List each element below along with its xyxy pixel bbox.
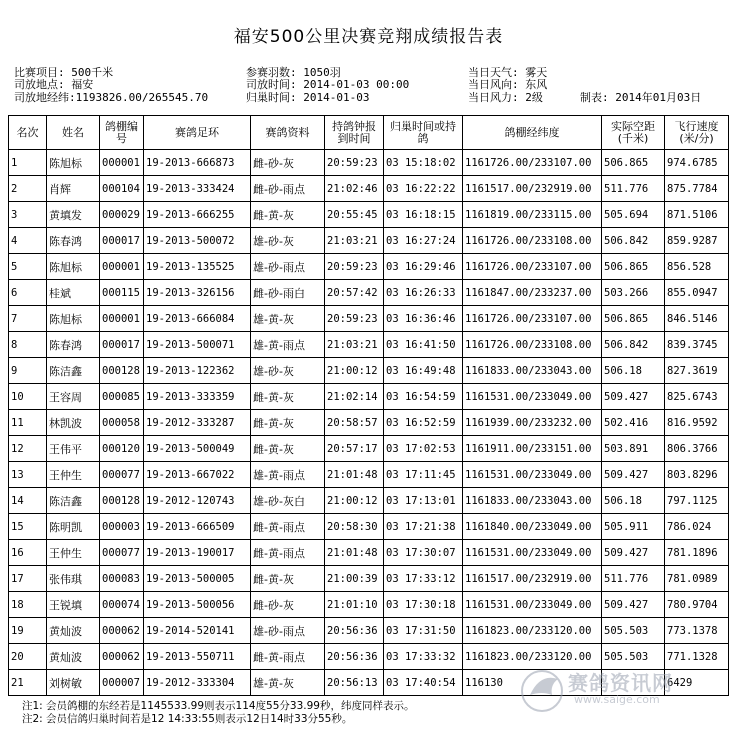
table-row xyxy=(9,332,729,358)
cell-distance: 503.891 xyxy=(602,436,665,462)
cell-ring: 19-2013-666084 xyxy=(144,306,251,332)
footnotes xyxy=(22,700,414,726)
cell-speed: 846.5146 xyxy=(665,306,729,332)
table-row xyxy=(9,306,729,332)
header-rank: 名次 xyxy=(9,116,47,150)
cell-name: 林凯波 xyxy=(47,410,100,436)
cell-ring: 19-2013-666873 xyxy=(144,150,251,176)
cell-clock-time: 21:03:21 xyxy=(325,332,384,358)
header-loft-id: 鸽棚编号 xyxy=(100,116,144,150)
table-row xyxy=(9,150,729,176)
table-row xyxy=(9,228,729,254)
cell-loft-id: 000074 xyxy=(100,592,144,618)
cell-speed: 816.9592 xyxy=(665,410,729,436)
cell-rank: 12 xyxy=(9,436,47,462)
cell-return-time: 03 16:29:46 xyxy=(384,254,463,280)
cell-rank: 13 xyxy=(9,462,47,488)
cell-speed: 855.0947 xyxy=(665,280,729,306)
cell-clock-time: 21:03:21 xyxy=(325,228,384,254)
cell-loft-id: 000003 xyxy=(100,514,144,540)
cell-rank: 11 xyxy=(9,410,47,436)
cell-return-time: 03 17:30:18 xyxy=(384,592,463,618)
cell-name: 王仲生 xyxy=(47,540,100,566)
cell-ring: 19-2013-500056 xyxy=(144,592,251,618)
cell-return-time: 03 17:33:32 xyxy=(384,644,463,670)
cell-ring: 19-2013-500049 xyxy=(144,436,251,462)
header-bird-info: 赛鸽资料 xyxy=(251,116,325,150)
cell-loft-id: 000083 xyxy=(100,566,144,592)
cell-clock-time: 20:55:45 xyxy=(325,202,384,228)
cell-loft-id: 000104 xyxy=(100,176,144,202)
cell-speed: 6429 xyxy=(665,670,729,696)
cell-distance: 509.427 xyxy=(602,592,665,618)
cell-rank: 4 xyxy=(9,228,47,254)
cell-speed: 773.1378 xyxy=(665,618,729,644)
cell-loft-id: 000128 xyxy=(100,488,144,514)
cell-rank: 21 xyxy=(9,670,47,696)
cell-loft-id: 000001 xyxy=(100,254,144,280)
table-row xyxy=(9,202,729,228)
cell-loft-id: 000001 xyxy=(100,150,144,176)
cell-coords: 1161726.00/233108.00 xyxy=(463,332,602,358)
cell-speed: 797.1125 xyxy=(665,488,729,514)
header-distance: 实际空距(千米) xyxy=(602,116,665,150)
cell-distance: 506.865 xyxy=(602,254,665,280)
cell-bird-info: 雌-黄-雨点 xyxy=(251,540,325,566)
cell-coords: 1161517.00/232919.00 xyxy=(463,566,602,592)
cell-distance: 506.842 xyxy=(602,332,665,358)
header-clock-time: 持鸽钟报到时间 xyxy=(325,116,384,150)
cell-bird-info: 雄-黄-雨点 xyxy=(251,462,325,488)
cell-bird-info: 雌-砂-雨白 xyxy=(251,280,325,306)
cell-name: 黄灿波 xyxy=(47,618,100,644)
cell-rank: 1 xyxy=(9,150,47,176)
cell-rank: 9 xyxy=(9,358,47,384)
cell-distance: 509.427 xyxy=(602,540,665,566)
cell-return-time: 03 17:13:01 xyxy=(384,488,463,514)
cell-rank: 17 xyxy=(9,566,47,592)
cell-loft-id: 000058 xyxy=(100,410,144,436)
cell-bird-info: 雌-黄-雨点 xyxy=(251,644,325,670)
cell-rank: 20 xyxy=(9,644,47,670)
cell-ring: 19-2013-666255 xyxy=(144,202,251,228)
cell-return-time: 03 17:31:50 xyxy=(384,618,463,644)
cell-clock-time: 20:59:23 xyxy=(325,150,384,176)
cell-name: 张伟琪 xyxy=(47,566,100,592)
cell-loft-id: 000115 xyxy=(100,280,144,306)
cell-bird-info: 雄-砂-雨点 xyxy=(251,254,325,280)
cell-ring: 19-2013-500072 xyxy=(144,228,251,254)
cell-speed: 781.1896 xyxy=(665,540,729,566)
table-row xyxy=(9,488,729,514)
cell-bird-info: 雄-黄-雨点 xyxy=(251,332,325,358)
cell-rank: 14 xyxy=(9,488,47,514)
cell-coords: 1161823.00/233120.00 xyxy=(463,644,602,670)
cell-return-time: 03 17:11:45 xyxy=(384,462,463,488)
cell-loft-id: 000062 xyxy=(100,644,144,670)
meta-wind-force: 当日风力: 2级 xyxy=(468,91,543,104)
cell-ring: 19-2013-326156 xyxy=(144,280,251,306)
header-return-time: 归巢时间或持鸽 xyxy=(384,116,463,150)
cell-speed: 827.3619 xyxy=(665,358,729,384)
cell-clock-time: 20:58:30 xyxy=(325,514,384,540)
cell-coords: 1161819.00/233115.00 xyxy=(463,202,602,228)
cell-distance: 509.427 xyxy=(602,462,665,488)
meta-weather: 当日天气: 雾天 xyxy=(468,66,548,79)
cell-bird-info: 雄-砂-灰 xyxy=(251,358,325,384)
cell-distance: 506.18 xyxy=(602,488,665,514)
cell-coords: 116130 xyxy=(463,670,602,696)
cell-name: 陈明凯 xyxy=(47,514,100,540)
cell-coords: 1161531.00/233049.00 xyxy=(463,462,602,488)
cell-return-time: 03 17:40:54 xyxy=(384,670,463,696)
cell-bird-info: 雄-砂-灰 xyxy=(251,228,325,254)
cell-return-time: 03 16:36:46 xyxy=(384,306,463,332)
cell-ring: 19-2013-135525 xyxy=(144,254,251,280)
cell-return-time: 03 16:41:50 xyxy=(384,332,463,358)
cell-speed: 856.528 xyxy=(665,254,729,280)
cell-ring: 19-2012-333287 xyxy=(144,410,251,436)
cell-clock-time: 20:56:36 xyxy=(325,618,384,644)
cell-clock-time: 20:58:57 xyxy=(325,410,384,436)
cell-speed: 771.1328 xyxy=(665,644,729,670)
cell-return-time: 03 16:49:48 xyxy=(384,358,463,384)
cell-clock-time: 20:56:36 xyxy=(325,644,384,670)
cell-distance: 502.416 xyxy=(602,410,665,436)
cell-clock-time: 21:02:46 xyxy=(325,176,384,202)
cell-distance: 511.776 xyxy=(602,566,665,592)
cell-coords: 1161833.00/233043.00 xyxy=(463,488,602,514)
cell-speed: 871.5106 xyxy=(665,202,729,228)
site-watermark xyxy=(520,665,720,715)
cell-loft-id: 000077 xyxy=(100,540,144,566)
cell-bird-info: 雌-砂-灰 xyxy=(251,150,325,176)
cell-ring: 19-2012-333304 xyxy=(144,670,251,696)
cell-return-time: 03 17:02:53 xyxy=(384,436,463,462)
results-table xyxy=(8,115,729,696)
cell-return-time: 03 16:54:59 xyxy=(384,384,463,410)
cell-rank: 6 xyxy=(9,280,47,306)
cell-clock-time: 21:00:12 xyxy=(325,358,384,384)
cell-name: 陈洁鑫 xyxy=(47,358,100,384)
meta-project: 比赛项目: 500千米 xyxy=(14,66,114,79)
cell-coords: 1161531.00/233049.00 xyxy=(463,592,602,618)
cell-name: 刘树敏 xyxy=(47,670,100,696)
cell-name: 陈春鸿 xyxy=(47,332,100,358)
cell-bird-info: 雌-黄-灰 xyxy=(251,384,325,410)
cell-speed: 806.3766 xyxy=(665,436,729,462)
cell-distance: 503.266 xyxy=(602,280,665,306)
pigeon-logo-icon xyxy=(520,665,570,715)
cell-clock-time: 21:02:14 xyxy=(325,384,384,410)
cell-loft-id: 000120 xyxy=(100,436,144,462)
cell-rank: 18 xyxy=(9,592,47,618)
cell-rank: 16 xyxy=(9,540,47,566)
cell-clock-time: 21:01:48 xyxy=(325,462,384,488)
cell-return-time: 03 16:52:59 xyxy=(384,410,463,436)
cell-rank: 10 xyxy=(9,384,47,410)
cell-clock-time: 21:00:39 xyxy=(325,566,384,592)
meta-made-date: 制表: 2014年01月03日 xyxy=(580,91,702,104)
cell-rank: 2 xyxy=(9,176,47,202)
cell-distance: 505.503 xyxy=(602,644,665,670)
cell-clock-time: 21:01:48 xyxy=(325,540,384,566)
cell-return-time: 03 16:27:24 xyxy=(384,228,463,254)
table-row xyxy=(9,358,729,384)
cell-name: 王容周 xyxy=(47,384,100,410)
cell-bird-info: 雌-黄-灰 xyxy=(251,410,325,436)
cell-distance: 506.865 xyxy=(602,150,665,176)
meta-release-time: 司放时间: 2014-01-03 00:00 xyxy=(246,78,410,91)
cell-coords: 1161726.00/233107.00 xyxy=(463,150,602,176)
cell-speed: 839.3745 xyxy=(665,332,729,358)
cell-name: 陈旭标 xyxy=(47,254,100,280)
cell-ring: 19-2014-520141 xyxy=(144,618,251,644)
cell-name: 王伟平 xyxy=(47,436,100,462)
table-row xyxy=(9,410,729,436)
table-row xyxy=(9,462,729,488)
cell-ring: 19-2013-666509 xyxy=(144,514,251,540)
meta-place: 司放地点: 福安 xyxy=(14,78,94,91)
cell-speed: 781.0989 xyxy=(665,566,729,592)
cell-coords: 1161517.00/232919.00 xyxy=(463,176,602,202)
cell-coords: 1161833.00/233043.00 xyxy=(463,358,602,384)
header-coords: 鸽棚经纬度 xyxy=(463,116,602,150)
cell-ring: 19-2013-333424 xyxy=(144,176,251,202)
cell-coords: 1161911.00/233151.00 xyxy=(463,436,602,462)
cell-coords: 1161726.00/233108.00 xyxy=(463,228,602,254)
cell-clock-time: 20:59:23 xyxy=(325,254,384,280)
cell-coords: 1161823.00/233120.00 xyxy=(463,618,602,644)
cell-return-time: 03 15:18:02 xyxy=(384,150,463,176)
cell-coords: 1161531.00/233049.00 xyxy=(463,540,602,566)
table-row xyxy=(9,176,729,202)
cell-ring: 19-2013-190017 xyxy=(144,540,251,566)
cell-loft-id: 000017 xyxy=(100,228,144,254)
cell-rank: 3 xyxy=(9,202,47,228)
cell-ring: 19-2013-333359 xyxy=(144,384,251,410)
cell-name: 陈春鸿 xyxy=(47,228,100,254)
cell-bird-info: 雄-砂-灰白 xyxy=(251,488,325,514)
cell-coords: 1161531.00/233049.00 xyxy=(463,384,602,410)
cell-return-time: 03 17:30:07 xyxy=(384,540,463,566)
cell-bird-info: 雄-黄-灰 xyxy=(251,306,325,332)
cell-bird-info: 雌-黄-雨点 xyxy=(251,514,325,540)
watermark-text: 赛鸽资讯网 xyxy=(568,671,673,695)
cell-bird-info: 雌-砂-雨点 xyxy=(251,176,325,202)
cell-distance: 509.427 xyxy=(602,384,665,410)
cell-clock-time: 20:59:23 xyxy=(325,306,384,332)
cell-clock-time: 20:57:17 xyxy=(325,436,384,462)
table-row xyxy=(9,592,729,618)
table-row xyxy=(9,254,729,280)
cell-distance: 505.694 xyxy=(602,202,665,228)
cell-loft-id: 000062 xyxy=(100,618,144,644)
cell-name: 陈洁鑫 xyxy=(47,488,100,514)
cell-return-time: 03 16:26:33 xyxy=(384,280,463,306)
cell-return-time: 03 17:33:12 xyxy=(384,566,463,592)
cell-rank: 8 xyxy=(9,332,47,358)
cell-name: 桂斌 xyxy=(47,280,100,306)
meta-return-time: 归巢时间: 2014-01-03 xyxy=(246,91,370,104)
cell-name: 王锐填 xyxy=(47,592,100,618)
cell-ring: 19-2013-667022 xyxy=(144,462,251,488)
cell-distance: 505.503 xyxy=(602,618,665,644)
table-row xyxy=(9,436,729,462)
cell-distance: 506.842 xyxy=(602,228,665,254)
footnote-1: 注1: 会员鸽棚的东经若是1145533.99则表示114度55分33.99秒，纬度同样表示。 xyxy=(22,700,415,712)
cell-distance: 506.18 xyxy=(602,358,665,384)
cell-loft-id: 000017 xyxy=(100,332,144,358)
cell-loft-id: 000007 xyxy=(100,670,144,696)
watermark-url: www.saige.com xyxy=(574,693,660,706)
cell-distance: 506.865 xyxy=(602,306,665,332)
cell-name: 黄填发 xyxy=(47,202,100,228)
cell-speed: 786.024 xyxy=(665,514,729,540)
cell-name: 陈旭标 xyxy=(47,150,100,176)
cell-rank: 5 xyxy=(9,254,47,280)
cell-coords: 1161847.00/233237.00 xyxy=(463,280,602,306)
cell-clock-time: 21:00:12 xyxy=(325,488,384,514)
cell-bird-info: 雄-砂-雨点 xyxy=(251,618,325,644)
cell-name: 肖辉 xyxy=(47,176,100,202)
cell-distance: 505.911 xyxy=(602,514,665,540)
cell-clock-time: 20:57:42 xyxy=(325,280,384,306)
table-row xyxy=(9,540,729,566)
cell-clock-time: 20:56:13 xyxy=(325,670,384,696)
cell-name: 王仲生 xyxy=(47,462,100,488)
cell-ring: 19-2013-500005 xyxy=(144,566,251,592)
header-name: 姓名 xyxy=(47,116,100,150)
header-ring: 赛鸽足环 xyxy=(144,116,251,150)
cell-loft-id: 000029 xyxy=(100,202,144,228)
cell-return-time: 03 17:21:38 xyxy=(384,514,463,540)
cell-speed: 859.9287 xyxy=(665,228,729,254)
table-row xyxy=(9,618,729,644)
cell-bird-info: 雌-砂-灰 xyxy=(251,592,325,618)
cell-rank: 19 xyxy=(9,618,47,644)
cell-loft-id: 000085 xyxy=(100,384,144,410)
cell-ring: 19-2012-120743 xyxy=(144,488,251,514)
cell-coords: 1161726.00/233107.00 xyxy=(463,306,602,332)
cell-speed: 803.8296 xyxy=(665,462,729,488)
cell-ring: 19-2013-122362 xyxy=(144,358,251,384)
footnote-2: 注2: 会员信鸽归巢时间若是12 14:33:55则表示12日14时33分55秒。 xyxy=(22,713,353,725)
cell-speed: 875.7784 xyxy=(665,176,729,202)
header-speed: 飞行速度(米/分) xyxy=(665,116,729,150)
cell-coords: 1161840.00/233049.00 xyxy=(463,514,602,540)
cell-bird-info: 雄-黄-灰 xyxy=(251,670,325,696)
cell-clock-time: 21:01:10 xyxy=(325,592,384,618)
cell-speed: 825.6743 xyxy=(665,384,729,410)
cell-ring: 19-2013-550711 xyxy=(144,644,251,670)
cell-bird-info: 雌-黄-灰 xyxy=(251,566,325,592)
cell-speed: 974.6785 xyxy=(665,150,729,176)
cell-ring: 19-2013-500071 xyxy=(144,332,251,358)
cell-name: 黄灿波 xyxy=(47,644,100,670)
table-row xyxy=(9,280,729,306)
table-header-row xyxy=(9,116,729,150)
table-row xyxy=(9,566,729,592)
cell-distance: 511.776 xyxy=(602,176,665,202)
meta-wind-dir: 当日风向: 东风 xyxy=(468,78,548,91)
table-row xyxy=(9,384,729,410)
cell-coords: 1161939.00/233232.00 xyxy=(463,410,602,436)
cell-speed: 780.9704 xyxy=(665,592,729,618)
cell-bird-info: 雌-黄-灰 xyxy=(251,436,325,462)
cell-bird-info: 雌-黄-灰 xyxy=(251,202,325,228)
cell-loft-id: 000001 xyxy=(100,306,144,332)
report-title: 福安500公里决赛竞翔成绩报告表 xyxy=(233,27,504,47)
table-row xyxy=(9,514,729,540)
meta-count: 参赛羽数: 1050羽 xyxy=(246,66,341,79)
cell-loft-id: 000077 xyxy=(100,462,144,488)
meta-coords: 司放地经纬:1193826.00/265545.70 xyxy=(14,91,209,104)
cell-rank: 7 xyxy=(9,306,47,332)
cell-return-time: 03 16:22:22 xyxy=(384,176,463,202)
cell-return-time: 03 16:18:15 xyxy=(384,202,463,228)
cell-coords: 1161726.00/233107.00 xyxy=(463,254,602,280)
cell-loft-id: 000128 xyxy=(100,358,144,384)
cell-rank: 15 xyxy=(9,514,47,540)
cell-name: 陈旭标 xyxy=(47,306,100,332)
